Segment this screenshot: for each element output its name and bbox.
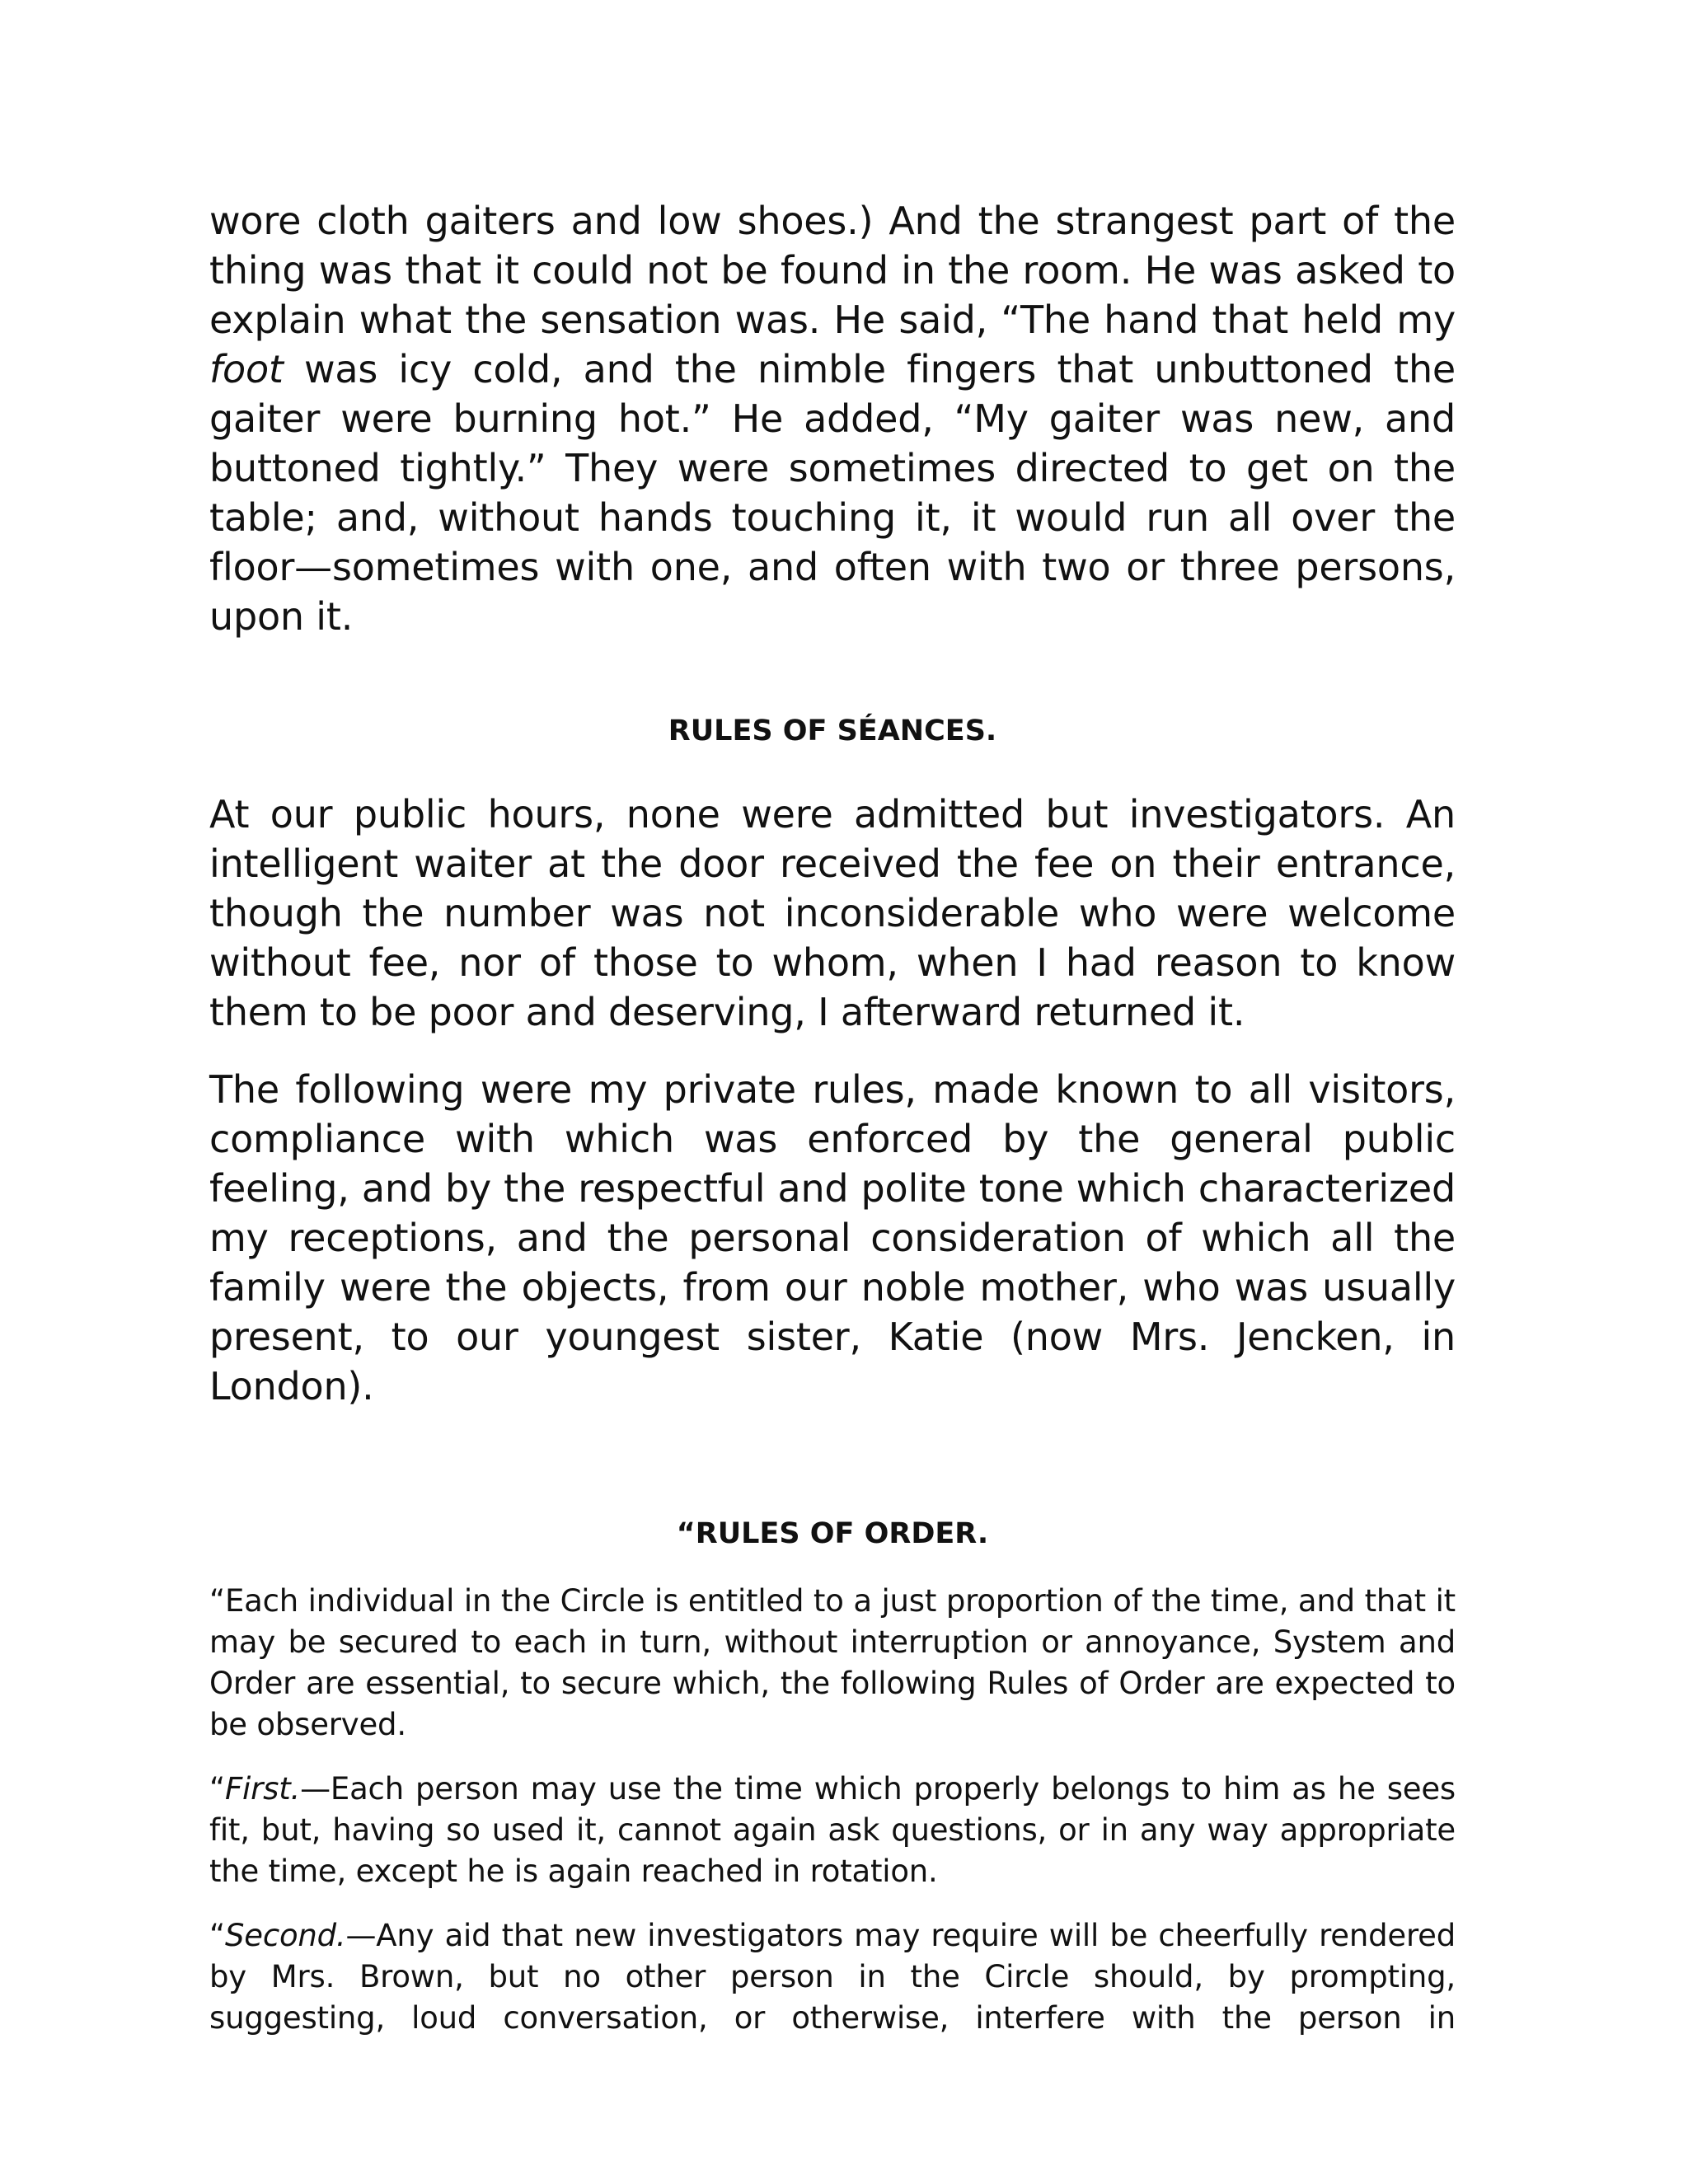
rule-second-text: —Any aid that new investigators may require will be cheerfully rendered by Mrs. Brown, but no other person in the Circle should, by prompting, suggesting, loud conversation, or otherwise, interfere with the person in — [209, 1918, 1456, 2036]
heading-rules-of-order: “RULES OF ORDER. — [676, 1517, 989, 1550]
rule-first — [209, 1769, 1456, 1892]
document-page — [209, 196, 1456, 2039]
rule-first-quote: “ — [209, 1771, 225, 1807]
paragraph-private-rules: The following were my private rules, made known to all visitors, compliance with which was enforced by the general public feeling, and by the respectful and polite tone which characterized my receptions, and the personal consideration of which all the family were the objects, from our noble mother, who was usually present, to our youngest sister, Katie (now Mrs. Jencken, in London). — [209, 1067, 1456, 1408]
rule-second-quote: “ — [209, 1918, 225, 1953]
paragraph-1-text-a: wore cloth gaiters and low shoes.) And the strangest part of the thing was that it could not be found in the room. He was asked to explain what the sensation was. He said, “The hand that held my — [209, 199, 1456, 342]
paragraph-public-hours: At our public hours, none were admitted but investigators. An intelligent waiter at the door received the fee on their entrance, though the number was not inconsiderable who were welcome without fee, nor of those to whom, when I had reason to know them to be poor and deserving, I afterward returned it. — [209, 792, 1456, 1034]
rule-second-label: Second. — [224, 1918, 346, 1953]
rule-second — [209, 1915, 1456, 2039]
rule-first-label: First. — [224, 1771, 301, 1807]
paragraph-1-italic-word: foot — [209, 347, 284, 391]
paragraph-gaiter-account — [209, 196, 1456, 641]
rule-first-text: —Each person may use the time which properly belongs to him as he sees fit, but, having so used it, cannot again ask questions, or in any way appropriate the time, except he is again reached in rotation. — [209, 1771, 1456, 1889]
rules-intro: “Each individual in the Circle is entitled to a just proportion of the time, and that it may be secured to each in turn, without interruption or annoyance, System and Order are essential, to secure which, the following Rules of Order are expected to be observed. — [209, 1583, 1456, 1742]
paragraph-1-text-b: was icy cold, and the nimble fingers that unbuttoned the gaiter were burning hot.” He added, “My gaiter was new, and buttoned tightly.” They were sometimes directed to get on the table; and, without hands touching it, it would run all over the floor—sometimes with one, and often with two or three persons, upon it. — [209, 347, 1456, 639]
heading-rules-of-seances: RULES OF SÉANCES. — [668, 715, 997, 748]
